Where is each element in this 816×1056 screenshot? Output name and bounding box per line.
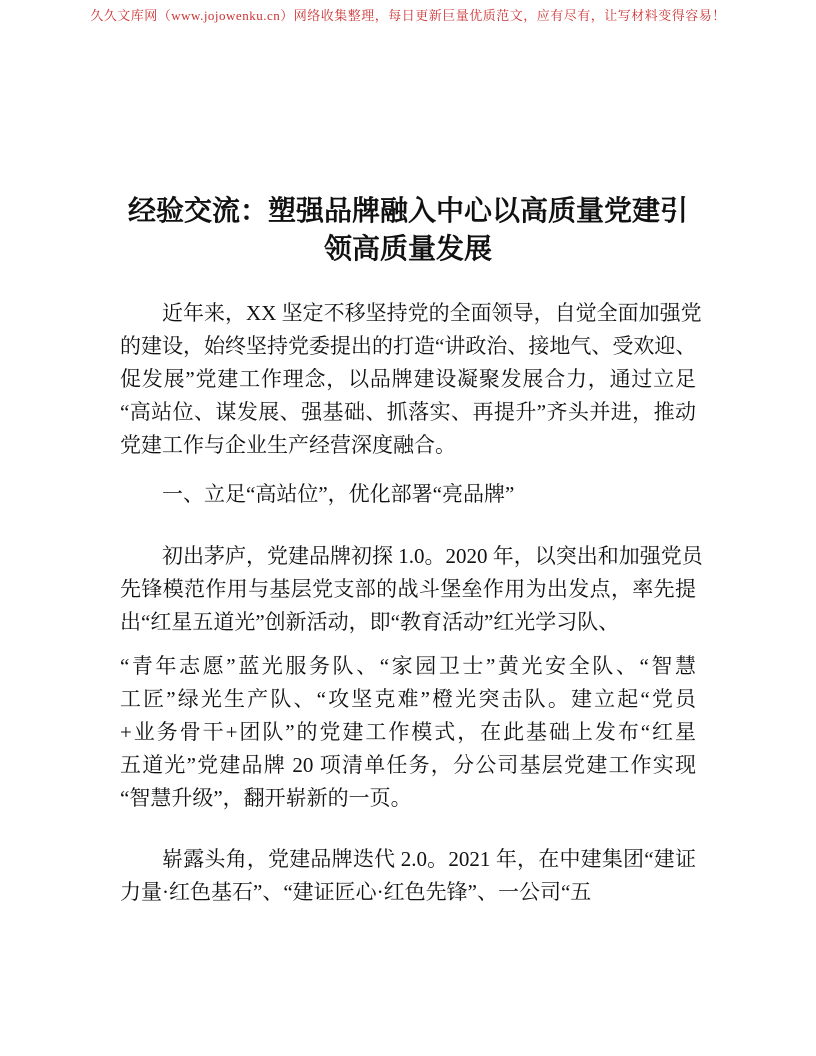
paragraph: [120, 540, 703, 639]
document-title: [60, 193, 756, 269]
text-line: “智慧升级”，翻开崭新的一页。: [120, 786, 412, 810]
title-line-2: 领高质量发展: [323, 234, 492, 265]
text-line: 初出茅庐，党建品牌初探 1.0。2020 年，以突出和加强党员: [162, 544, 703, 568]
text-line: 力量·红色基石”、“建证匠心·红色先锋”、一公司“五: [120, 880, 592, 904]
text-line: “高站位、谋发展、强基础、抓落实、再提升”齐头并进，推动: [120, 400, 696, 424]
text-line: 工匠”绿光生产队、“攻坚克难”橙光突击队。建立起“党员: [120, 687, 696, 711]
document-body: [120, 297, 703, 909]
text-line: +业务骨干+团队”的党建工作模式，在此基础上发布“红星: [120, 720, 696, 744]
text-line: 五道光”党建品牌 20 项清单任务，分公司基层党建工作实现: [120, 753, 696, 777]
text-line: 一、立足“高站位”，优化部署“亮品牌”: [162, 482, 515, 506]
text-line: 出“红星五道光”创新活动，即“教育活动”红光学习队、: [120, 610, 620, 634]
text-line: 近年来，XX 坚定不移坚持党的全面领导，自觉全面加强党: [162, 301, 702, 325]
text-line: 党建工作与企业生产经营深度融合。: [120, 433, 456, 457]
paragraph: [120, 843, 696, 909]
paragraph: [120, 297, 702, 462]
text-line: 的建设，始终坚持党委提出的打造“讲政治、接地气、受欢迎、: [120, 334, 697, 358]
paragraph: [120, 650, 696, 815]
text-line: 崭露头角，党建品牌迭代 2.0。2021 年，在中建集团“建证: [162, 847, 696, 871]
text-line: 促发展”党建工作理念，以品牌建设凝聚发展合力，通过立足: [120, 367, 696, 391]
site-watermark-header: 久久文库网（www.jojowenku.cn）网络收集整理，每日更新巨量优质范文，应有尽有，让写材料变得容易！: [90, 8, 726, 23]
section-heading: [120, 478, 696, 511]
text-line: “青年志愿”蓝光服务队、“家园卫士”黄光安全队、“智慧: [120, 654, 696, 678]
text-line: 先锋模范作用与基层党支部的战斗堡垒作用为出发点，率先提: [120, 577, 696, 601]
title-line-1: 经验交流：塑强品牌融入中心以高质量党建引: [127, 196, 688, 227]
